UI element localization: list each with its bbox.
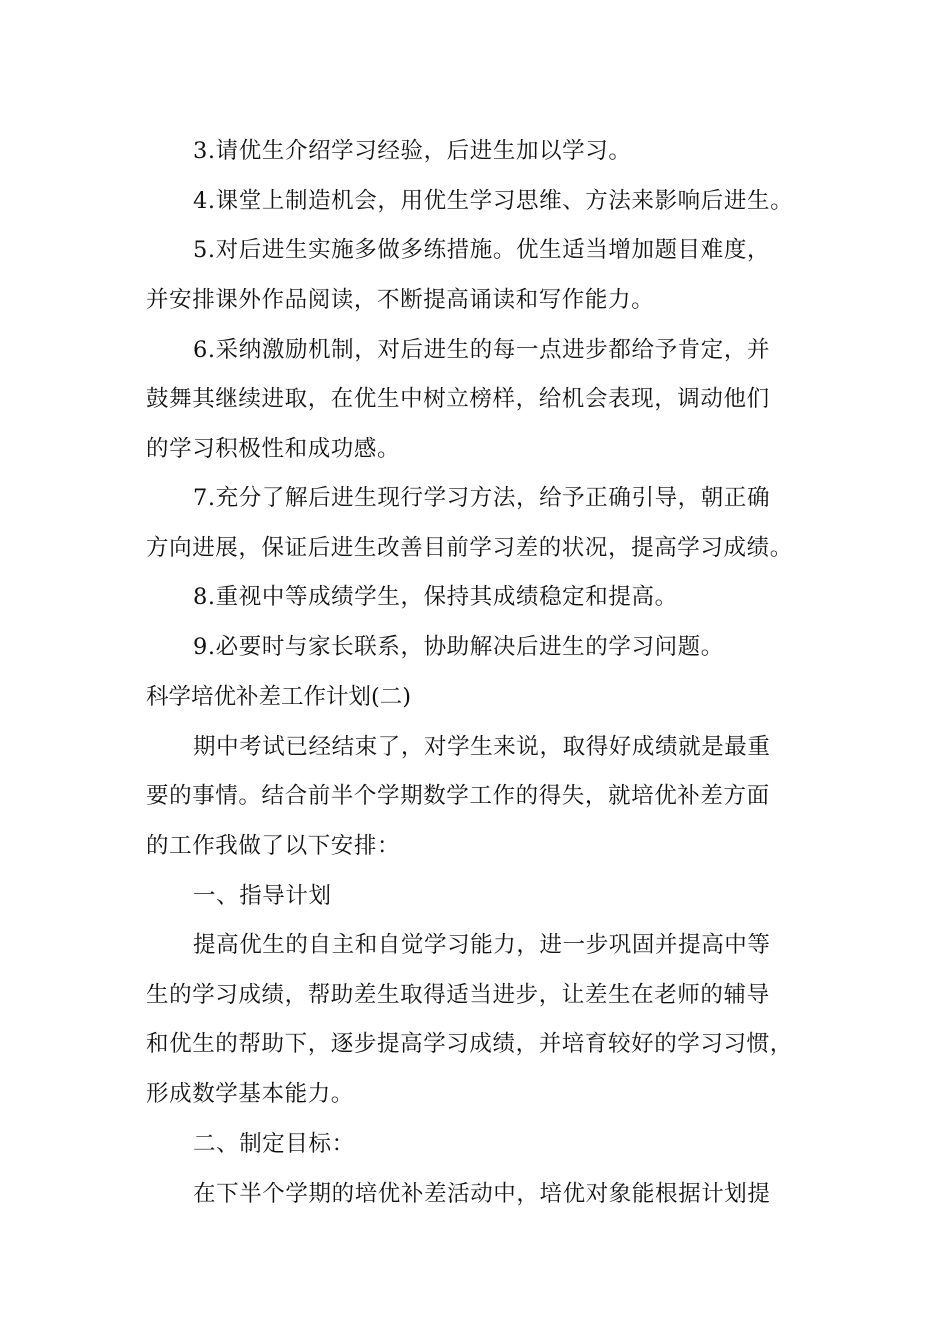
text-line-goals-1: 在下半个学期的培优补差活动中，培优对象能根据计划提 [193,1181,771,1207]
text-line-intro-2: 要的事情。结合前半个学期数学工作的得失，就培优补差方面 [146,783,770,809]
text-line-item-7-cont: 方向进展，保证后进生改善目前学习差的状况，提高学习成绩。 [146,535,793,561]
heading-set-goals: 二、制定目标： [193,1131,355,1157]
text-line-intro-1: 期中考试已经结束了，对学生来说，取得好成绩就是最重 [193,734,771,760]
text-line-guidance-1: 提高优生的自主和自觉学习能力，进一步巩固并提高中等 [193,932,771,958]
text-line-item-8: 8.重视中等成绩学生，保持其成绩稳定和提高。 [193,584,678,610]
text-line-guidance-3: 和优生的帮助下，逐步提高学习成绩，并培育较好的学习习惯， [146,1031,793,1057]
text-line-item-3: 3.请优生介绍学习经验，后进生加以学习。 [193,138,632,164]
text-line-item-6: 6.采纳激励机制，对后进生的每一点进步都给予肯定，并 [193,337,771,363]
text-line-item-7: 7.充分了解后进生现行学习方法，给予正确引导，朝正确 [193,485,771,511]
text-line-item-5-cont: 并安排课外作品阅读，不断提高诵读和写作能力。 [146,287,655,313]
text-line-intro-3: 的工作我做了以下安排： [146,833,401,859]
text-line-item-9: 9.必要时与家长联系，协助解决后进生的学习问题。 [193,634,724,660]
text-line-guidance-4: 形成数学基本能力。 [146,1081,354,1107]
text-line-item-4: 4.课堂上制造机会，用优生学习思维、方法来影响后进生。 [193,188,794,214]
section-title: 科学培优补差工作计划(二) [146,684,412,710]
text-line-item-6-cont-2: 的学习积极性和成功感。 [146,436,401,462]
text-line-item-6-cont-1: 鼓舞其继续进取，在优生中树立榜样，给机会表现，调动他们 [146,386,770,412]
text-line-item-5: 5.对后进生实施多做多练措施。优生适当增加题目难度， [193,237,771,263]
heading-guidance-plan: 一、指导计划 [193,883,332,909]
text-line-guidance-2: 生的学习成绩，帮助差生取得适当进步，让差生在老师的辅导 [146,982,770,1008]
